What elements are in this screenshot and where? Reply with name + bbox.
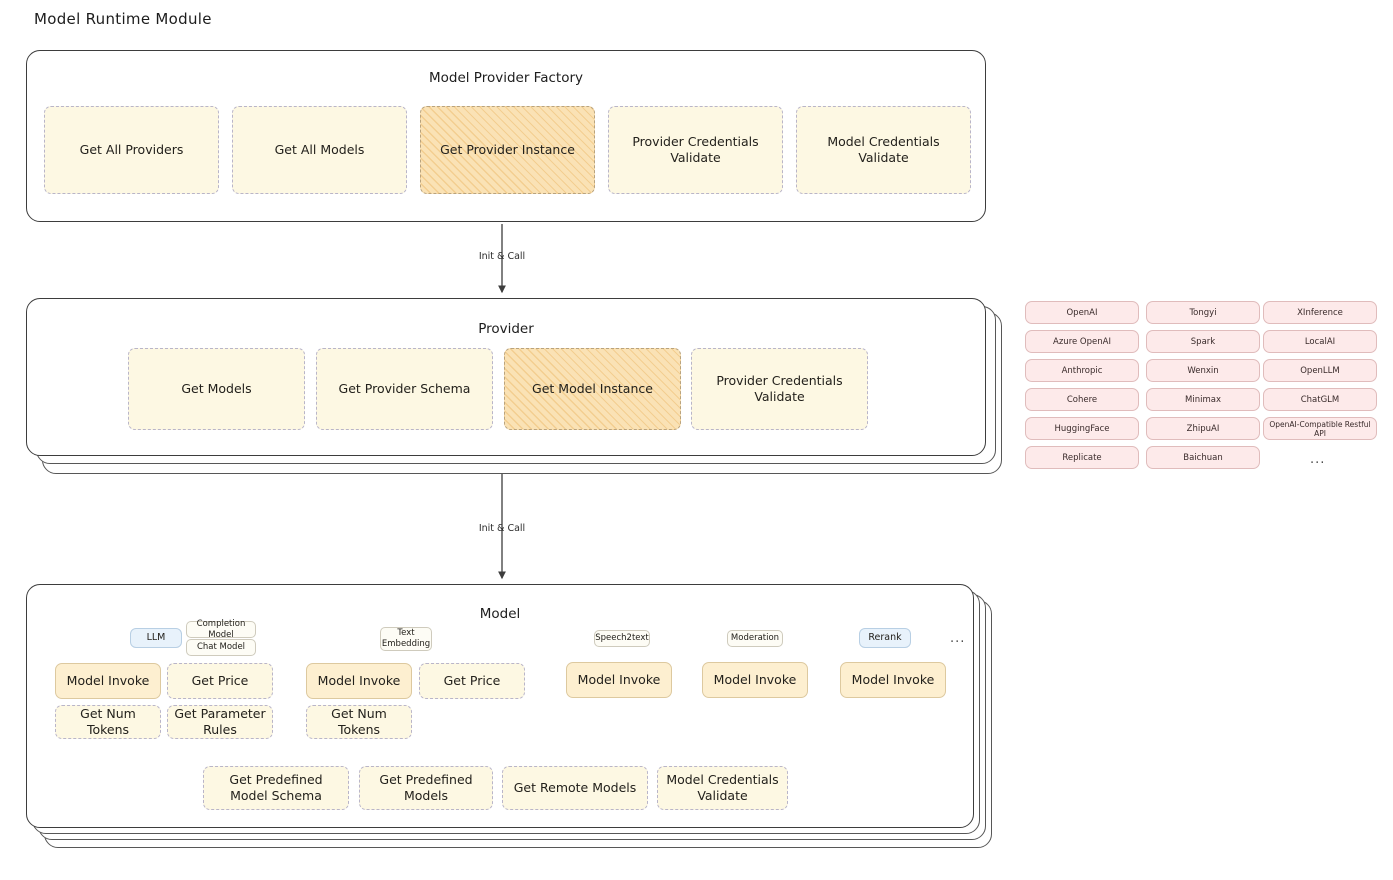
common-op-get-predefined-model-schema[interactable]: Get Predefined Model Schema (203, 766, 349, 810)
model-types-ellipsis: ... (950, 631, 966, 646)
provider-pill-wenxin[interactable]: Wenxin (1146, 359, 1260, 382)
model-title: Model (479, 606, 521, 622)
provider-pill-openai[interactable]: OpenAI (1025, 301, 1139, 324)
provider-pill-cohere[interactable]: Cohere (1025, 388, 1139, 411)
factory-node-get-all-models[interactable]: Get All Models (232, 106, 407, 194)
embedding-op-model-invoke[interactable]: Model Invoke (306, 663, 412, 699)
model-subtype-chat-model[interactable]: Chat Model (186, 639, 256, 656)
rerank-op-model-invoke[interactable]: Model Invoke (840, 662, 946, 698)
provider-pill-baichuan[interactable]: Baichuan (1146, 446, 1260, 469)
provider-pill-openllm[interactable]: OpenLLM (1263, 359, 1377, 382)
page-title: Model Runtime Module (34, 10, 212, 28)
provider-pill-xinference[interactable]: XInference (1263, 301, 1377, 324)
speech2text-op-model-invoke[interactable]: Model Invoke (566, 662, 672, 698)
common-op-get-remote-models[interactable]: Get Remote Models (502, 766, 648, 810)
provider-pill-anthropic[interactable]: Anthropic (1025, 359, 1139, 382)
provider-pill-spark[interactable]: Spark (1146, 330, 1260, 353)
provider-list-ellipsis: ... (1310, 452, 1326, 467)
factory-node-get-provider-instance[interactable]: Get Provider Instance (420, 106, 595, 194)
provider-node-provider-credentials-validate[interactable]: Provider Credentials Validate (691, 348, 868, 430)
model-type-llm[interactable]: LLM (130, 628, 182, 648)
embedding-op-get-num-tokens[interactable]: Get Num Tokens (306, 705, 412, 739)
moderation-op-model-invoke[interactable]: Model Invoke (702, 662, 808, 698)
model-type-moderation[interactable]: Moderation (727, 630, 783, 647)
edge-label-2: Init & Call (478, 523, 526, 534)
provider-title: Provider (478, 321, 534, 337)
provider-node-get-models[interactable]: Get Models (128, 348, 305, 430)
llm-op-get-parameter-rules[interactable]: Get Parameter Rules (167, 705, 273, 739)
provider-pill-huggingface[interactable]: HuggingFace (1025, 417, 1139, 440)
llm-op-get-num-tokens[interactable]: Get Num Tokens (55, 705, 161, 739)
provider-node-get-provider-schema[interactable]: Get Provider Schema (316, 348, 493, 430)
provider-pill-minimax[interactable]: Minimax (1146, 388, 1260, 411)
llm-op-get-price[interactable]: Get Price (167, 663, 273, 699)
provider-node-get-model-instance[interactable]: Get Model Instance (504, 348, 681, 430)
model-type-speech2text[interactable]: Speech2text (594, 630, 650, 647)
model-type-text-embedding[interactable]: Text Embedding (381, 628, 431, 649)
factory-node-provider-credentials-validate[interactable]: Provider Credentials Validate (608, 106, 783, 194)
embedding-op-get-price[interactable]: Get Price (419, 663, 525, 699)
factory-node-get-all-providers[interactable]: Get All Providers (44, 106, 219, 194)
common-op-get-predefined-models[interactable]: Get Predefined Models (359, 766, 493, 810)
provider-pill-localai[interactable]: LocalAI (1263, 330, 1377, 353)
provider-pill-openai-compatible-restful-api[interactable]: OpenAI-Compatible Restful API (1263, 417, 1377, 440)
provider-pill-zhipuai[interactable]: ZhipuAI (1146, 417, 1260, 440)
provider-pill-replicate[interactable]: Replicate (1025, 446, 1139, 469)
provider-pill-azure-openai[interactable]: Azure OpenAI (1025, 330, 1139, 353)
model-subtype-completion-model[interactable]: Completion Model (186, 621, 256, 638)
factory-node-model-credentials-validate[interactable]: Model Credentials Validate (796, 106, 971, 194)
llm-op-model-invoke[interactable]: Model Invoke (55, 663, 161, 699)
common-op-model-credentials-validate[interactable]: Model Credentials Validate (657, 766, 788, 810)
provider-pill-chatglm[interactable]: ChatGLM (1263, 388, 1377, 411)
edge-label-1: Init & Call (478, 251, 526, 262)
model-type-rerank[interactable]: Rerank (859, 628, 911, 648)
model-provider-factory-title: Model Provider Factory (428, 70, 583, 86)
provider-pill-tongyi[interactable]: Tongyi (1146, 301, 1260, 324)
